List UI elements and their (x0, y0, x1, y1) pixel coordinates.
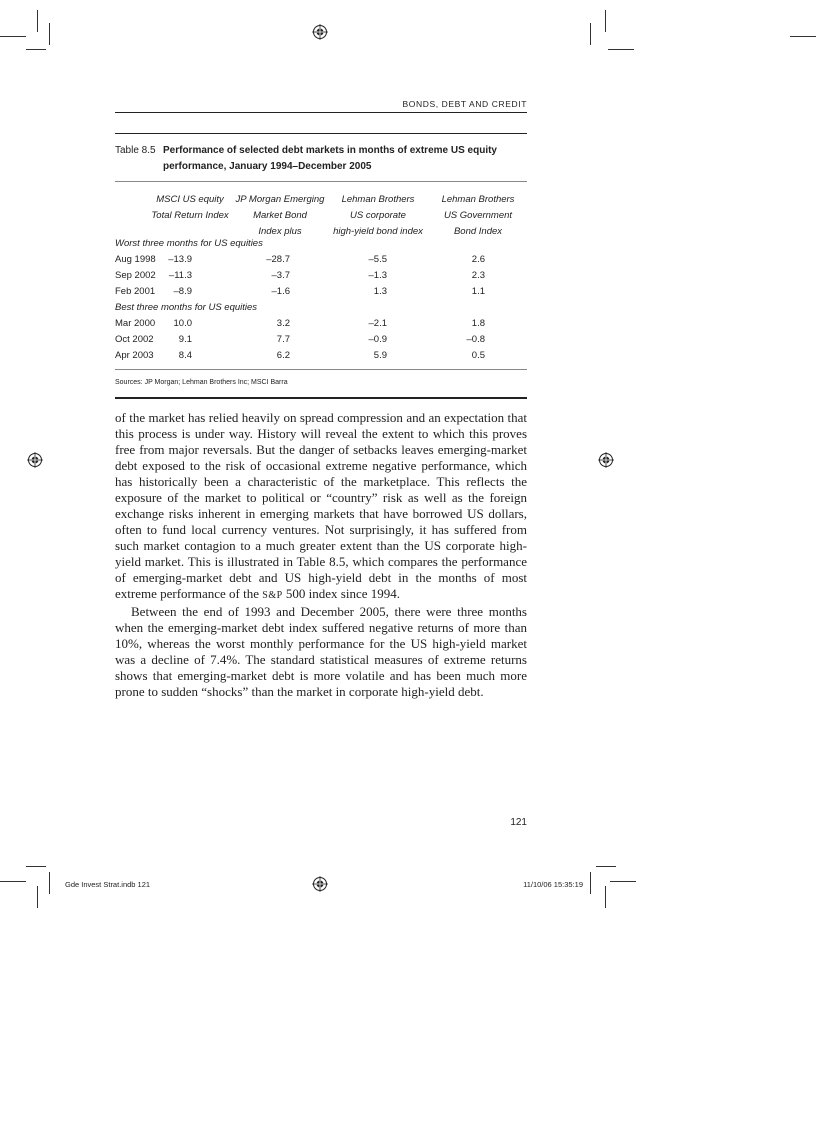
registration-mark-icon (312, 24, 328, 40)
table-top-rule (115, 133, 527, 134)
crop-mark (596, 866, 616, 867)
crop-mark (590, 23, 591, 45)
table-sources: Sources: JP Morgan; Lehman Brothers Inc; MSCI Barra (115, 379, 288, 386)
column-header-jpmorgan: JP Morgan Emerging Market Bond Index plus (235, 194, 325, 237)
table-row: Aug 1998 –13.9 –28.7 –5.5 2.6 (115, 254, 485, 265)
sp-abbreviation: S&P (262, 590, 283, 601)
table-bottom-rule (115, 369, 527, 370)
table-row: Sep 2002 –11.3 –3.7 –1.3 2.3 (115, 270, 485, 281)
column-header-lehman-hy: Lehman Brothers US corporate high-yield bond index (333, 194, 423, 237)
crop-mark (605, 886, 606, 908)
paragraph: Between the end of 1993 and December 2005, there were three months when the emerging-market debt index suffered negative returns of more than 10%, whereas the worst monthly performance for the US high-yield market was a decline of 7.4%. The standard statistical measures of extreme returns shows that emerging-market debt is more volatile and has been much more prone to sudden “shocks” than the market in corporate high-yield debt. (115, 604, 527, 699)
table-row: Feb 2001 –8.9 –1.6 1.3 1.1 (115, 286, 485, 297)
registration-mark-icon (27, 452, 43, 468)
registration-mark-icon (598, 452, 614, 468)
crop-mark (37, 10, 38, 32)
paragraph: of the market has relied heavily on spread compression and an expectation that this process is under way. History will reveal the extent to which this proves free from major reversals. But the danger of setbacks leaves emerging-market debt exposed to the risk of occasional extreme negative performance, which has historically been a characteristic of the marketplace. This reflects the exposure of the market to political or “country” risk as well as the foreign exchange risks inherent in emerging markets that have borrowed US dollars, often to fund local currency ventures. Not surprisingly, it has suffered from such market contagion to a much greater extent than the US corporate high-yield market. This is illustrated in Table 8.5, which compares the performance of emerging-market debt and US high-yield debt in the months of most extreme performance of the S&P 500 index since 1994. (115, 410, 527, 601)
slug-filename: Gde Invest Strat.indb 121 (65, 880, 151, 889)
table-section-label: Best three months for US equities (115, 302, 258, 313)
table-caption-rule (115, 181, 527, 182)
crop-mark (0, 881, 26, 882)
table-title: Performance of selected debt markets in months of extreme US equity performance, January 1994–December 2005 (163, 145, 497, 172)
crop-mark (590, 872, 591, 894)
table-end-rule (115, 397, 527, 399)
crop-mark (49, 23, 50, 45)
table-number: Table 8.5 (115, 145, 156, 156)
slug-timestamp: 11/10/06 15:35:19 (523, 880, 583, 889)
registration-mark-icon (312, 876, 328, 892)
crop-mark (790, 36, 816, 37)
crop-mark (608, 49, 634, 50)
column-header-msci: MSCI US equity Total Return Index (151, 194, 229, 221)
table-section-label: Worst three months for US equities (115, 238, 263, 249)
table-row: Apr 2003 8.4 6.2 5.9 0.5 (115, 350, 485, 361)
crop-mark (605, 10, 606, 32)
crop-mark (49, 872, 50, 894)
body-text (115, 410, 527, 700)
table-row: Mar 2000 10.0 3.2 –2.1 1.8 (115, 318, 485, 329)
header-rule (115, 112, 527, 113)
crop-mark (37, 886, 38, 908)
crop-mark (610, 881, 636, 882)
crop-mark (26, 49, 46, 50)
column-header-lehman-gov: Lehman Brothers US Government Bond Index (441, 194, 515, 237)
crop-mark (26, 866, 46, 867)
page-number: 121 (510, 817, 527, 828)
running-header: BONDS, DEBT AND CREDIT (402, 99, 527, 109)
table-row: Oct 2002 9.1 7.7 –0.9 –0.8 (115, 334, 485, 345)
crop-mark (0, 36, 26, 37)
